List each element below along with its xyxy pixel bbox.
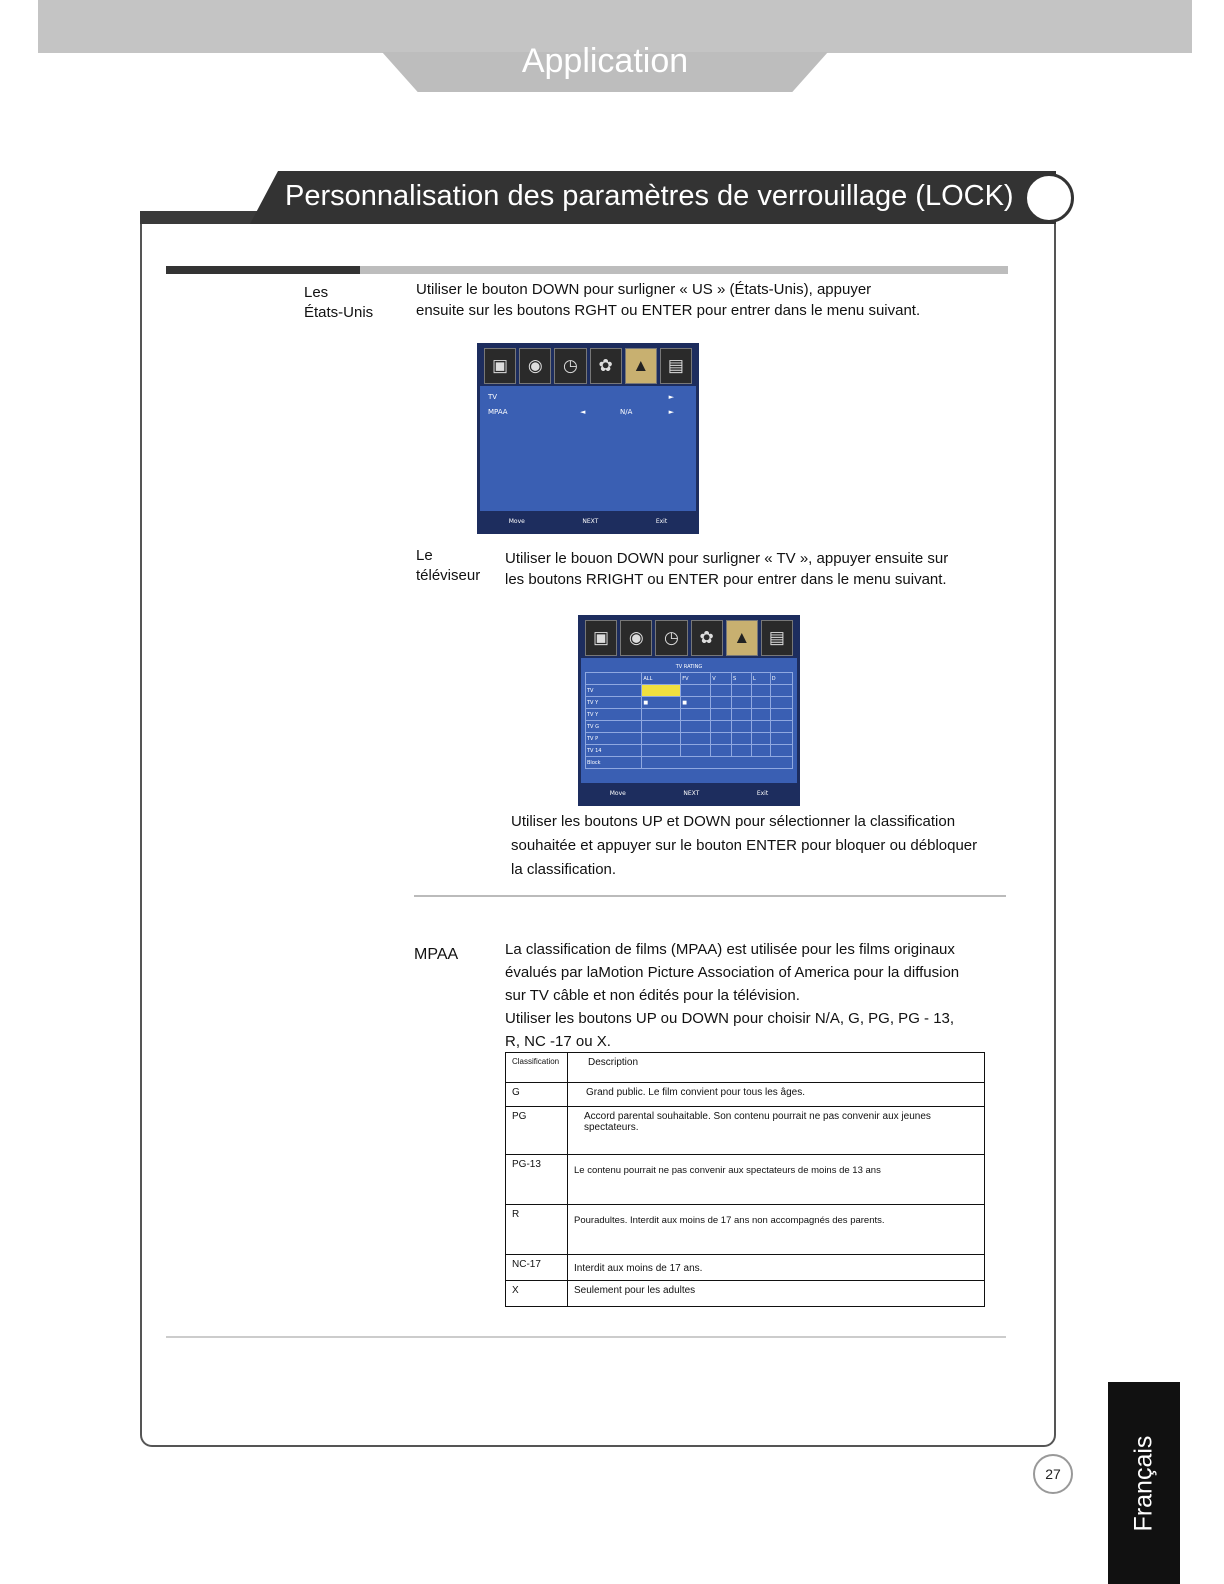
page-title: Application <box>521 42 689 80</box>
menu-icon-bar <box>480 346 696 386</box>
grid-row: TV Y ■ ■ <box>586 697 793 709</box>
channel-icon: ▤ <box>660 348 692 384</box>
menu-row-mpaa: MPAA ◄ N/A ► <box>488 408 674 416</box>
divider-bottom <box>166 1336 1006 1338</box>
audio-icon: ◉ <box>519 348 551 384</box>
grid-row: Block <box>586 757 793 769</box>
tv-instructions: Utiliser le bouon DOWN pour surligner « TV », appuyer ensuite sur les boutons RRIGHT ou ENTER pour entrer dans le menu suivant. <box>505 550 949 588</box>
tv-rating-grid: TV RATING ALL FV V S L D TV TV Y ■ ■ TV Y TV G TV P TV 14 Block <box>585 662 793 779</box>
us-instructions: Utiliser le bouton DOWN pour surligner « US » (États-Unis), appuyer ensuite sur les boutons RGHT ou ENTER pour entrer dans le menu suivant. <box>416 281 921 319</box>
menu-footer-2: Move NEXT Exit <box>581 783 797 803</box>
picture-icon: ▣ <box>585 620 617 656</box>
table-row: NC-17 Interdit aux moins de 17 ans. <box>506 1255 985 1281</box>
us-label: Les États-Unis <box>304 284 374 321</box>
channel-icon: ▤ <box>761 620 793 656</box>
lock-icon: ▲ <box>625 348 657 384</box>
table-header-row: Classification Description <box>506 1053 985 1083</box>
menu-rows <box>488 390 688 420</box>
mpaa-ratings-table <box>505 1052 985 1307</box>
mpaa-label: MPAA <box>414 946 459 963</box>
mpaa-text: La classification de films (MPAA) est utilisée pour les films originaux évalués par laMotion Picture Association of America pour la diffusion sur TV câble et non édités pour la télévision. Utiliser les boutons UP ou DOWN pour choisir N/A, G, PG, PG - 13, R, NC -17 ou X. <box>505 941 960 1050</box>
divider-dark <box>166 266 360 274</box>
grid-header: ALL FV V S L D <box>586 673 793 685</box>
setup-icon: ✿ <box>691 620 723 656</box>
select-instructions: Utiliser les boutons UP et DOWN pour sélectionner la classification souhaitée et appuyer sur le bouton ENTER pour bloquer ou débloquer la classification. <box>511 813 978 878</box>
plan-icon: ✿ <box>590 348 622 384</box>
table-row: G Grand public. Le film convient pour tous les âges. <box>506 1083 985 1107</box>
menu-row-tv: TV ► <box>488 393 674 401</box>
audio-icon: ◉ <box>620 620 652 656</box>
language-label: Français <box>1129 1435 1158 1531</box>
grid-row: TV 14 <box>586 745 793 757</box>
grid-row: TV P <box>586 733 793 745</box>
timer-icon: ◷ <box>554 348 586 384</box>
timer-icon: ◷ <box>655 620 687 656</box>
lock-icon: ▲ <box>726 620 758 656</box>
picture-icon: ▣ <box>484 348 516 384</box>
menu-footer: Move NEXT Exit <box>480 511 696 531</box>
grid-row: TV <box>586 685 793 697</box>
divider-light <box>360 266 1008 274</box>
section-circle-icon <box>1024 173 1074 223</box>
table-row: PG Accord parental souhaitable. Son contenu pourrait ne pas convenir aux jeunes spectateurs. <box>506 1107 985 1155</box>
grid-row: TV Y <box>586 709 793 721</box>
menu-icon-bar-2 <box>581 618 797 658</box>
table-row: X Seulement pour les adultes <box>506 1281 985 1307</box>
table-row: PG-13 Le contenu pourrait ne pas convenir aux spectateurs de moins de 13 ans <box>506 1155 985 1205</box>
tv-rating-screenshot <box>578 615 800 806</box>
lock-menu-screenshot <box>477 343 699 534</box>
page-number: 27 <box>1033 1454 1073 1494</box>
table-row: R Pouradultes. Interdit aux moins de 17 ans non accompagnés des parents. <box>506 1205 985 1255</box>
divider-thin <box>414 895 1006 897</box>
tv-label: Le téléviseur <box>416 547 481 584</box>
grid-row: TV G <box>586 721 793 733</box>
section-title: Personnalisation des paramètres de verrouillage (LOCK) <box>285 180 1014 212</box>
